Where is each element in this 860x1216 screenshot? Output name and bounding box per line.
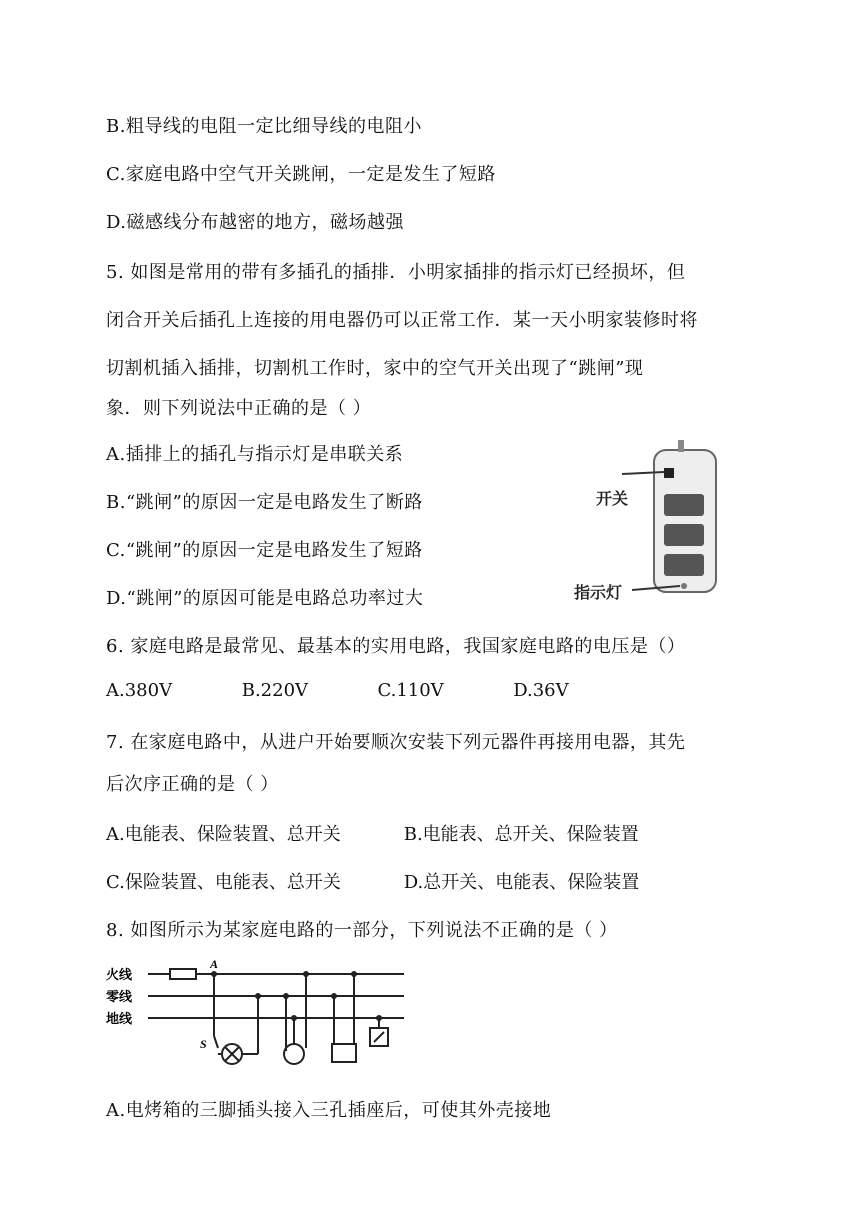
option-b-prev: B.粗导线的电阻一定比细导线的电阻小 [106, 116, 422, 137]
socket-1 [664, 494, 704, 516]
power-strip-figure [568, 438, 738, 610]
option-d-prev: D.磁感线分布越密的地方，磁场越强 [106, 212, 405, 233]
q7-option-c: C.保险装置、电能表、总开关 [106, 872, 341, 893]
q6-option-c: C.110V [377, 680, 444, 701]
q5-option-b: B.“跳闸”的原因一定是电路发生了断路 [106, 492, 423, 513]
switch-s-line [214, 1036, 218, 1048]
point-a-label: A [210, 957, 219, 971]
option-c-prev: C.家庭电路中空气开关跳闸，一定是发生了短路 [106, 164, 496, 185]
q8-option-a: A.电烤箱的三脚插头接入三孔插座后，可使其外壳接地 [106, 1100, 552, 1121]
switch-label: 开关 [596, 491, 629, 508]
q8-stem: 8. 如图所示为某家庭电路的一部分，下列说法不正确的是（ ） [106, 920, 618, 941]
q6-option-d: D.36V [513, 680, 569, 701]
q5-option-d: D.“跳闸”的原因可能是电路总功率过大 [106, 588, 424, 609]
q7-option-d: D.总开关、电能表、保险装置 [403, 872, 640, 893]
ground-wire-label: 地线 [106, 1011, 133, 1026]
appliance-box [332, 1044, 356, 1062]
q5-line-1: 5. 如图是常用的带有多插孔的插排．小明家插排的指示灯已经损坏，但 [106, 262, 686, 283]
switch-s-label: S [200, 1037, 207, 1051]
q7-options-ab [106, 820, 639, 846]
neutral-wire-label: 零线 [106, 989, 133, 1004]
q5-option-c: C.“跳闸”的原因一定是电路发生了短路 [106, 540, 423, 561]
socket-2 [664, 524, 704, 546]
q7-option-a: A.电能表、保险装置、总开关 [106, 824, 341, 845]
socket-3 [664, 554, 704, 576]
q6-stem: 6. 家庭电路是最常见、最基本的实用电路，我国家庭电路的电压是（） [106, 636, 686, 657]
q5-option-a: A.插排上的插孔与指示灯是串联关系 [106, 444, 404, 465]
live-wire-label: 火线 [106, 967, 133, 982]
q6-options [106, 680, 643, 701]
q7-line-1: 7. 在家庭电路中，从进户开始要顺次安装下列元器件再接用电器，其先 [106, 732, 686, 753]
switch-button [664, 468, 674, 478]
q7-options-cd [106, 868, 639, 894]
power-cord [678, 440, 684, 452]
node-a [211, 971, 217, 977]
q7-line-2: 后次序正确的是（ ） [106, 774, 279, 795]
q7-option-b: B.电能表、总开关、保险装置 [403, 824, 639, 845]
indicator-light [681, 583, 687, 589]
q6-option-a: A.380V [106, 680, 173, 701]
indicator-label: 指示灯 [574, 585, 623, 602]
fuse [170, 969, 196, 979]
q6-option-b: B.220V [241, 680, 309, 701]
q5-line-2: 闭合开关后插孔上连接的用电器仍可以正常工作．某一天小明家装修时将 [106, 310, 698, 331]
q5-line-4: 象．则下列说法中正确的是（ ） [106, 398, 372, 419]
q5-line-3: 切割机插入插排，切割机工作时，家中的空气开关出现了“跳闸”现 [106, 358, 644, 379]
home-circuit-figure [106, 956, 416, 1066]
